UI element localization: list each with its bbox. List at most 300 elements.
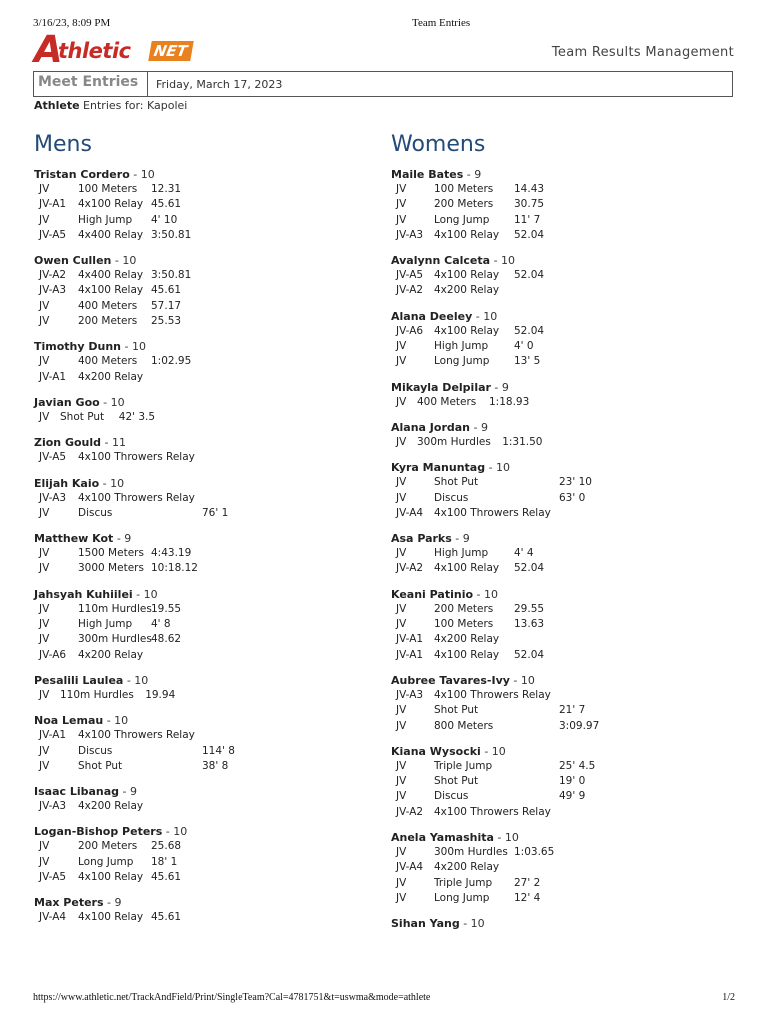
entry-event: Shot Put [78, 759, 123, 772]
entry-level: JV [396, 719, 407, 732]
athlete-block [391, 744, 751, 820]
athlete-block [391, 420, 751, 450]
entry-level: JV [39, 618, 50, 631]
print-url: https://www.athletic.net/TrackAndField/Print/SingleTeam?Cal=4781751&t=uswma&mode=athlete [33, 992, 431, 1003]
athlete-grade: - 10 [103, 714, 129, 728]
entry-event: 4x100 Relay [434, 324, 500, 337]
entry-row [34, 602, 394, 617]
entry-mark: 38' 8 [202, 759, 229, 772]
athlete-header [391, 830, 751, 845]
entry-event: Discus [434, 491, 469, 504]
entry-row [391, 546, 751, 561]
entry-mark: 19.94 [145, 688, 176, 701]
athlete-name[interactable]: Kyra Manuntag [391, 461, 486, 475]
entry-event: High Jump [434, 340, 489, 353]
athlete-block [34, 587, 394, 663]
athlete-grade: - 10 [459, 917, 485, 931]
athlete-header [391, 460, 751, 475]
athlete-grade: - 10 [162, 825, 188, 839]
entry-event: 200 Meters [434, 602, 494, 615]
entry-mark: 1:31.50 [502, 435, 543, 448]
entry-mark: 49' 9 [559, 790, 586, 803]
entry-row [391, 891, 751, 906]
athlete-header [391, 253, 751, 268]
athlete-name[interactable]: Timothy Dunn [34, 340, 122, 354]
athlete-block [34, 435, 394, 465]
athlete-name[interactable]: Zion Gould [34, 436, 102, 450]
entry-row [34, 314, 394, 329]
print-title: Team Entries [412, 17, 471, 29]
athlete-name[interactable]: Elijah Kaio [34, 476, 100, 490]
athlete-grade: - 9 [103, 896, 122, 910]
entry-row [34, 744, 394, 759]
entry-event: Long Jump [434, 891, 490, 904]
entry-event: 300m Hurdles [434, 846, 508, 859]
entry-event: 4x200 Relay [78, 648, 144, 661]
entry-level: JV-A3 [39, 800, 67, 813]
entry-level: JV [396, 395, 407, 408]
entry-level: JV [39, 759, 50, 772]
athlete-header [34, 673, 394, 688]
athlete-header [34, 167, 394, 182]
entry-mark: 18' 1 [151, 855, 178, 868]
athlete-block [391, 460, 751, 521]
entry-mark: 52.04 [514, 228, 545, 241]
athlete-block [34, 395, 394, 425]
entry-level: JV-A2 [39, 269, 67, 282]
entry-event: 4x100 Relay [434, 562, 500, 575]
entry-level: JV [39, 213, 50, 226]
entry-event: 1500 Meters [78, 547, 144, 560]
entry-event: 4x100 Relay [78, 284, 144, 297]
athlete-name[interactable]: Maile Bates [391, 168, 464, 181]
entry-row [391, 703, 751, 718]
entry-row [391, 789, 751, 804]
entry-mark: 1:18.93 [489, 395, 530, 408]
entry-event: 4x100 Throwers Relay [78, 729, 195, 742]
entry-level: JV [39, 688, 50, 701]
entry-event: 4x100 Throwers Relay [78, 451, 195, 464]
entry-event: 200 Meters [78, 840, 138, 853]
mens-column [34, 130, 394, 926]
entry-mark: 4' 4 [514, 547, 534, 560]
logo-wordmark: thletic [58, 39, 131, 63]
athlete-header [34, 784, 394, 799]
athlete-block [34, 895, 394, 925]
entry-row [34, 632, 394, 647]
athlete-grade: - 9 [113, 532, 132, 546]
athlete-header [391, 309, 751, 324]
athlete-name[interactable]: Jahsyah Kuhiilei [34, 587, 133, 601]
entry-row [34, 450, 394, 465]
entry-mark: 4' 8 [151, 618, 171, 631]
entry-event: Discus [78, 744, 113, 757]
entry-level: JV-A2 [396, 805, 424, 818]
entry-event: 4x100 Relay [434, 228, 500, 241]
athlete-block [34, 531, 394, 577]
entry-row [34, 283, 394, 298]
athlete-name[interactable]: Aubree Tavares-Ivy [391, 673, 510, 687]
entry-event: 4x100 Relay [434, 648, 500, 661]
entry-event: 100 Meters [78, 183, 138, 195]
entry-row [391, 860, 751, 875]
athlete-header [34, 435, 394, 450]
athlete-grade: - 11 [101, 436, 126, 450]
entry-event: Discus [434, 790, 469, 803]
athlete-block [34, 784, 394, 814]
entry-event: 200 Meters [78, 315, 138, 328]
entry-event: 4x100 Throwers Relay [434, 506, 551, 519]
entry-mark: 10:18.12 [151, 562, 198, 575]
entry-level: JV [39, 547, 50, 560]
entry-event: High Jump [78, 618, 133, 631]
athlete-grade: - 10 [129, 168, 155, 181]
athlete-header [391, 673, 751, 688]
entry-level: JV-A3 [396, 688, 424, 701]
entry-mark: 52.04 [514, 269, 545, 282]
entry-mark: 4:43.19 [151, 547, 192, 560]
entry-level: JV [39, 183, 50, 195]
athlete-block [391, 916, 751, 931]
site-tagline: Team Results Management [551, 45, 734, 60]
athlete-block [34, 253, 394, 329]
athlete-grade: - 10 [493, 831, 519, 845]
entry-event: Shot Put [434, 476, 479, 489]
entry-event: 400 Meters [417, 395, 477, 408]
entry-mark: 45.61 [151, 198, 182, 211]
athlete-header [391, 744, 751, 759]
entry-level: JV [39, 315, 50, 328]
entry-event: 4x400 Relay [78, 269, 144, 282]
entry-mark: 29.55 [514, 602, 545, 615]
entry-level: JV [396, 602, 407, 615]
entry-level: JV [396, 891, 407, 904]
entry-level: JV-A6 [396, 324, 424, 337]
athlete-block [391, 309, 751, 370]
entry-level: JV [396, 213, 407, 226]
entry-event: Long Jump [434, 213, 490, 226]
entry-event: 300m Hurdles [417, 435, 491, 448]
entry-row [391, 283, 751, 298]
entry-row [391, 719, 751, 734]
entry-level: JV [39, 355, 50, 368]
entry-event: Shot Put [434, 775, 479, 788]
athlete-name[interactable]: Javian Goo [34, 395, 100, 409]
athletic-net-logo[interactable] [34, 28, 196, 71]
entry-mark: 11' 7 [514, 213, 541, 226]
entry-level: JV [39, 410, 50, 423]
entry-level: JV [396, 183, 407, 195]
entry-event: 110m Hurdles [60, 688, 134, 701]
entry-row [34, 617, 394, 632]
athlete-name[interactable]: Anela Yamashita [391, 831, 494, 845]
athlete-block [34, 824, 394, 885]
entry-row [391, 395, 751, 410]
entry-level: JV [396, 876, 407, 889]
athlete-grade: - 9 [490, 380, 509, 394]
entry-level: JV-A5 [39, 451, 67, 464]
entry-row [391, 774, 751, 789]
entry-level: JV [396, 704, 407, 717]
entry-row [34, 799, 394, 814]
entry-level: JV [396, 846, 407, 859]
entry-level: JV-A6 [39, 648, 67, 661]
entry-mark: 3:09.97 [559, 719, 600, 732]
entry-level: JV [396, 491, 407, 504]
athlete-header [34, 395, 394, 410]
entry-row [391, 475, 751, 490]
athlete-block [391, 673, 751, 734]
athlete-header [391, 380, 751, 395]
athlete-header [391, 420, 751, 435]
print-page-number: 1/2 [722, 992, 735, 1003]
athlete-name[interactable]: Sihan Yang [391, 917, 460, 931]
entry-row [391, 354, 751, 369]
entry-row [34, 870, 394, 885]
entry-mark: 13.63 [514, 618, 545, 631]
entry-row [34, 759, 394, 774]
entry-row [34, 688, 394, 703]
entry-mark: 21' 7 [559, 704, 586, 717]
athlete-grade: - 9 [119, 785, 138, 799]
entry-level: JV-A5 [39, 228, 67, 241]
entry-mark: 52.04 [514, 648, 545, 661]
entry-row [391, 759, 751, 774]
entry-level: JV [39, 562, 50, 575]
athlete-header [34, 531, 394, 546]
entry-mark: 12.31 [151, 183, 182, 195]
entry-level: JV [396, 618, 407, 631]
entries-for-line [34, 99, 187, 112]
entry-event: 4x100 Relay [78, 871, 144, 884]
entry-row [34, 839, 394, 854]
entry-mark: 4' 10 [151, 213, 178, 226]
womens-heading: Womens [391, 132, 486, 157]
athlete-grade: - 10 [485, 461, 511, 475]
entry-row [34, 910, 394, 925]
athlete-grade: - 10 [472, 309, 498, 323]
entry-row [391, 339, 751, 354]
entry-event: Discus [78, 506, 113, 519]
entry-level: JV [39, 744, 50, 757]
athlete-grade: - 10 [132, 587, 158, 601]
athlete-name[interactable]: Owen Cullen [34, 254, 112, 268]
entry-row [34, 197, 394, 212]
entry-row [391, 876, 751, 891]
entry-event: 3000 Meters [78, 562, 144, 575]
entry-row [34, 561, 394, 576]
entry-mark: 3:50.81 [151, 269, 192, 282]
entry-mark: 19.55 [151, 602, 182, 615]
athlete-block [391, 531, 751, 577]
entry-event: 400 Meters [78, 299, 138, 312]
entry-event: Shot Put [60, 410, 105, 423]
entry-level: JV [396, 790, 407, 803]
athlete-grade: - 10 [111, 254, 137, 268]
entry-row [391, 268, 751, 283]
entry-event: 110m Hurdles [78, 602, 152, 615]
entry-event: High Jump [78, 213, 133, 226]
entry-mark: 1:03.65 [514, 846, 555, 859]
entry-level: JV [396, 198, 407, 211]
entry-row [391, 688, 751, 703]
athlete-name[interactable]: Noa Lemau [34, 714, 104, 728]
entry-event: Shot Put [434, 704, 479, 717]
entry-mark: 48.62 [151, 633, 182, 646]
athlete-header [34, 895, 394, 910]
athlete-name[interactable]: Tristan Cordero [34, 168, 130, 181]
entry-row [34, 370, 394, 385]
entry-level: JV-A4 [396, 861, 424, 874]
entry-level: JV [39, 299, 50, 312]
athlete-name[interactable]: Alana Deeley [391, 309, 473, 323]
entry-level: JV [39, 855, 50, 868]
mens-athlete-list [34, 167, 394, 926]
athlete-grade: - 10 [99, 395, 125, 409]
entry-mark: 76' 1 [202, 506, 229, 519]
entry-level: JV [39, 506, 50, 519]
womens-athlete-list [391, 167, 751, 931]
entry-row [391, 228, 751, 243]
entry-mark: 57.17 [151, 299, 182, 312]
entry-level: JV [396, 547, 407, 560]
entry-row [34, 182, 394, 197]
entry-mark: 12' 4 [514, 891, 541, 904]
entry-row [34, 728, 394, 743]
athlete-name[interactable]: Alana Jordan [391, 420, 470, 434]
entry-mark: 45.61 [151, 871, 182, 884]
entry-event: 4x100 Relay [434, 269, 500, 282]
entry-row [391, 197, 751, 212]
entry-level: JV-A1 [396, 633, 424, 646]
entry-level: JV [396, 340, 407, 353]
entry-level: JV-A2 [396, 284, 424, 297]
entry-event: 200 Meters [434, 198, 494, 211]
entry-mark: 13' 5 [514, 355, 541, 368]
entry-mark: 3:50.81 [151, 228, 192, 241]
entry-mark: 19' 0 [559, 775, 586, 788]
athlete-name[interactable]: Avalynn Calceta [391, 254, 491, 268]
meet-entries-label: Meet Entries [34, 72, 148, 96]
entry-row [34, 228, 394, 243]
athlete-name[interactable]: Isaac Libanag [34, 785, 120, 799]
athlete-name[interactable]: Logan-Bishop Peters [34, 825, 163, 839]
entry-mark: 114' 8 [202, 744, 235, 757]
entry-event: High Jump [434, 547, 489, 560]
entry-row [391, 805, 751, 820]
entry-mark: 52.04 [514, 562, 545, 575]
womens-column [391, 130, 751, 931]
athlete-name[interactable]: Kiana Wysocki [391, 744, 481, 758]
entry-row [34, 268, 394, 283]
athlete-header [34, 587, 394, 602]
entry-row [34, 299, 394, 314]
entry-level: JV-A1 [396, 648, 424, 661]
entry-mark: 45.61 [151, 284, 182, 297]
entry-event: Long Jump [434, 355, 490, 368]
athlete-block [34, 673, 394, 703]
athlete-header [34, 339, 394, 354]
entry-level: JV-A2 [396, 562, 424, 575]
athlete-grade: - 10 [121, 340, 146, 354]
athlete-header [391, 167, 751, 182]
entry-level: JV [396, 435, 407, 448]
entry-level: JV-A1 [39, 370, 67, 383]
meet-date: Friday, March 17, 2023 [156, 78, 283, 91]
entry-level: JV-A3 [39, 284, 67, 297]
athlete-name[interactable]: Max Peters [34, 896, 104, 910]
entry-event: Triple Jump [434, 876, 493, 889]
athlete-grade: - 10 [473, 587, 498, 601]
athlete-block [391, 830, 751, 906]
entry-row [391, 602, 751, 617]
entry-mark: 14.43 [514, 183, 545, 195]
athlete-block [34, 339, 394, 385]
entry-event: 800 Meters [434, 719, 494, 732]
entry-mark: 27' 2 [514, 876, 541, 889]
entry-row [391, 617, 751, 632]
entry-event: Long Jump [78, 855, 134, 868]
athlete-grade: - 9 [463, 168, 482, 181]
entry-row [391, 506, 751, 521]
athlete-header [34, 253, 394, 268]
entry-level: JV-A1 [39, 729, 67, 742]
entry-level: JV [39, 840, 50, 853]
entry-row [391, 632, 751, 647]
athlete-name[interactable]: Mikayla Delpilar [391, 380, 491, 394]
entry-row [34, 354, 394, 369]
print-header [33, 17, 735, 31]
entry-row [34, 213, 394, 228]
entry-event: 4x200 Relay [434, 284, 500, 297]
entry-event: 400 Meters [78, 355, 138, 368]
entry-event: 100 Meters [434, 618, 494, 631]
entry-event: Triple Jump [434, 759, 493, 772]
entry-row [34, 546, 394, 561]
athlete-block [34, 167, 394, 243]
athlete-header [34, 476, 394, 491]
entry-event: 4x100 Throwers Relay [434, 688, 551, 701]
mens-heading: Mens [34, 132, 92, 157]
print-footer [33, 992, 735, 1006]
entry-level: JV-A3 [39, 491, 67, 504]
entry-mark: 25.53 [151, 315, 182, 328]
entry-row [391, 648, 751, 663]
entry-event: 4x200 Relay [78, 800, 144, 813]
entry-level: JV [39, 602, 50, 615]
athlete-name[interactable]: Pesalili Laulea [34, 673, 124, 687]
athlete-grade: - 10 [99, 476, 125, 490]
entry-row [391, 213, 751, 228]
entry-level: JV [396, 355, 407, 368]
entry-mark: 63' 0 [559, 491, 586, 504]
entry-level: JV-A5 [39, 871, 67, 884]
athlete-grade: - 10 [123, 673, 149, 687]
entry-row [34, 648, 394, 663]
athlete-block [391, 380, 751, 410]
entry-level: JV [39, 633, 50, 646]
entry-row [391, 435, 751, 450]
athlete-grade: - 9 [451, 532, 470, 546]
entry-row [34, 491, 394, 506]
entries-for-team: Entries for: Kapolei [79, 99, 188, 112]
entry-row [34, 506, 394, 521]
athlete-block [391, 587, 751, 663]
athlete-name[interactable]: Matthew Kot [34, 532, 114, 546]
athlete-block [34, 476, 394, 522]
athlete-name[interactable]: Keani Patinio [391, 587, 474, 601]
athlete-name[interactable]: Asa Parks [391, 532, 452, 546]
